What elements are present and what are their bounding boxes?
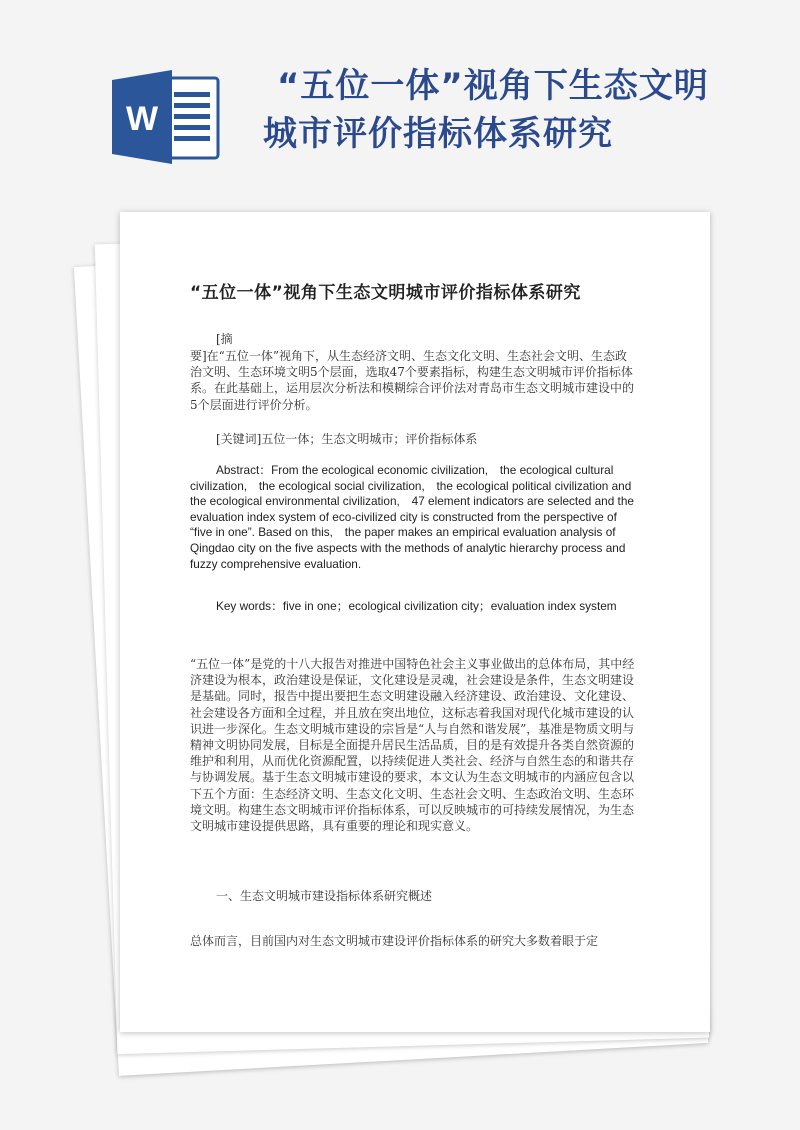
document-page <box>120 212 710 1032</box>
document-title: “五位一体”视角下生态文明城市评价指标体系研究 <box>190 283 581 303</box>
abstract-body: 要]在“五位一体”视角下，从生态经济文明、生态文化文明、生态社会文明、生态政治文明、生态环境文明5个层面，选取47个要素指标，构建生态文明城市评价指标体系。在此基础上，运用层次分析法和模糊综合评价法对青岛市生态文明城市建设中的5个层面进行评价分析。 <box>190 349 635 412</box>
section-heading: 一、生态文明城市建设指标体系研究概述 <box>216 889 433 903</box>
svg-text:W: W <box>125 100 159 138</box>
abstract-english: Abstract：From the ecological economic civilization, the ecological cultural civilization, the ecological social civilization, the ecological political civilization and the ecological environmental civilization, 47 element indicators are selected and the evaluation index system of eco-civilized city is constructed from the perspective of “five in one”. Based on this, the paper makes an empirical evaluation analysis of Qingdao city on the five aspects with the methods of analytic hierarchy process and fuzzy comprehensive evaluation. <box>190 463 634 571</box>
banner-title <box>265 62 785 158</box>
section-body: 总体而言，目前国内对生态文明城市建设评价指标体系的研究大多数着眼于定 <box>190 934 599 948</box>
body-paragraph: “五位一体”是党的十八大报告对推进中国特色社会主义事业做出的总体布局，其中经济建设为根本，政治建设是保证，文化建设是灵魂，社会建设是条件，生态文明建设是基础。同时，报告中提出要把生态文明建设融入经济建设、政治建设、文化建设、社会建设各方面和全过程，并且放在突出地位，这标志着我国对现代化城市建设的认识进一步深化。生态文明城市建设的宗旨是“人与自然和谐发展”，基准是物质文明与精神文明协同发展，目标是全面提升居民生活品质，目的是有效提升各类自然资源的维护和利用，从而优化资源配置，以持续促进人类社会、经济与自然生态的和谐共存与协调发展。基于生态文明城市建设的要求，本文认为生态文明城市的内涵应包含以下五个方面：生态经济文明、生态文化文明、生态社会文明、生态政治文明、生态环境文明。构建生态文明城市评价指标体系，可以反映城市的可持续发展情况，为生态文明城市建设提供思路，具有重要的理论和现实意义。 <box>190 657 635 834</box>
keywords-english: Key words：five in one；ecological civilization city；evaluation index system <box>216 599 617 613</box>
abstract-label: [摘 <box>216 332 233 346</box>
word-logo-icon <box>112 70 220 164</box>
banner-title-line2: 城市评价指标体系研究 <box>263 114 613 154</box>
keywords: [关键词]五位一体；生态文明城市；评价指标体系 <box>216 432 478 446</box>
banner-title-line1: “五位一体”视角下生态文明 <box>277 66 709 106</box>
